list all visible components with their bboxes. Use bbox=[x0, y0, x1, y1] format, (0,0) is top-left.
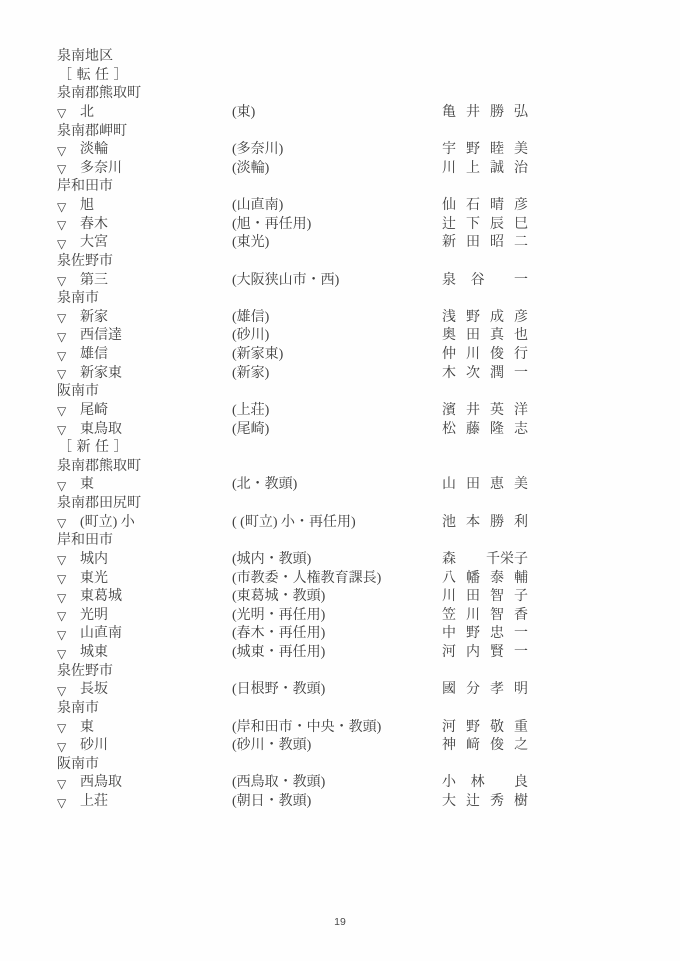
previous-post: (春木・再任用) bbox=[232, 626, 326, 642]
person-name-part: 森 bbox=[442, 551, 456, 567]
entry-marker-triangle-icon: ▽ bbox=[57, 311, 67, 326]
previous-post: (城東・再任用) bbox=[232, 645, 326, 660]
municipality-header-label: 泉南郡熊取町 bbox=[57, 458, 141, 474]
person-name-part: 川 bbox=[442, 589, 456, 605]
entry-marker-triangle-icon: ▽ bbox=[57, 348, 67, 363]
municipality-header-label: 泉南市 bbox=[57, 291, 99, 307]
transfer-entry-row bbox=[57, 644, 632, 663]
person-name-part: 洋 bbox=[514, 402, 528, 418]
person-name bbox=[442, 160, 528, 179]
transfer-entry-row bbox=[57, 216, 632, 235]
municipality-header-label: 阪南市 bbox=[57, 756, 99, 772]
entry-marker-triangle-icon: ▽ bbox=[57, 162, 67, 177]
person-name bbox=[442, 402, 528, 421]
person-name-part: 浅 bbox=[442, 309, 456, 325]
person-name-part: 田 bbox=[466, 328, 480, 344]
person-name-part: 泰 bbox=[490, 570, 504, 586]
entry-marker-triangle-icon: ▽ bbox=[57, 683, 67, 698]
previous-post: (旭・再任用) bbox=[232, 216, 312, 232]
school-name: 新家 bbox=[80, 309, 108, 325]
transfer-entry-row bbox=[57, 197, 632, 216]
municipality-header-label: 泉南郡熊取町 bbox=[57, 86, 141, 102]
previous-post: (光明・再任用) bbox=[232, 607, 326, 623]
school-name: 淡輪 bbox=[80, 142, 108, 158]
entry-marker-triangle-icon: ▽ bbox=[57, 367, 67, 382]
municipality-header bbox=[57, 458, 632, 477]
person-name bbox=[442, 570, 528, 589]
municipality-header bbox=[57, 290, 632, 309]
person-name-part: 辰 bbox=[490, 216, 504, 232]
transfer-entry-row bbox=[57, 160, 632, 179]
transfer-entry-row bbox=[57, 625, 632, 644]
person-name-part: 重 bbox=[514, 719, 528, 735]
person-name-part: 忠 bbox=[490, 626, 504, 642]
person-name-part: 美 bbox=[514, 477, 528, 493]
person-name bbox=[442, 588, 528, 607]
person-name bbox=[442, 365, 528, 384]
person-name-part: 野 bbox=[466, 626, 480, 642]
school-name: 城東 bbox=[80, 645, 108, 660]
person-name-part: 智 bbox=[490, 607, 504, 623]
appointment-type-heading bbox=[57, 439, 632, 458]
person-name-part: 泉 bbox=[442, 272, 456, 288]
transfer-entry-row bbox=[57, 737, 632, 756]
entry-marker-triangle-icon: ▽ bbox=[57, 199, 67, 214]
person-name-part: 香 bbox=[514, 607, 528, 623]
entry-marker-triangle-icon: ▽ bbox=[57, 404, 67, 419]
municipality-header bbox=[57, 532, 632, 551]
appointment-type-heading-label: ［ 新 任 ］ bbox=[58, 440, 128, 456]
entry-marker-triangle-icon: ▽ bbox=[57, 739, 67, 754]
page-number: 19 bbox=[334, 916, 346, 928]
transfer-entry-row bbox=[57, 570, 632, 589]
municipality-header bbox=[57, 700, 632, 719]
person-name-part: 勝 bbox=[490, 514, 504, 530]
previous-post: (大阪狭山市・西) bbox=[232, 272, 340, 288]
person-name-part: 治 bbox=[514, 160, 528, 176]
previous-post: ( (町立) 小・再任用) bbox=[232, 514, 356, 530]
person-name bbox=[442, 197, 528, 216]
school-name: 雄信 bbox=[80, 347, 108, 362]
person-name-part: 藤 bbox=[466, 421, 480, 437]
school-name: 山直南 bbox=[80, 626, 122, 642]
person-name-part: 也 bbox=[514, 328, 528, 344]
person-name-part: 池 bbox=[442, 514, 456, 530]
person-name-part: 﨑 bbox=[466, 738, 480, 754]
person-name bbox=[442, 681, 528, 700]
previous-post: (雄信) bbox=[232, 309, 270, 325]
person-name-part: 田 bbox=[466, 477, 480, 493]
entry-marker-triangle-icon: ▽ bbox=[57, 646, 67, 661]
person-name-part: 一 bbox=[513, 272, 528, 288]
person-name-part: 樹 bbox=[514, 794, 528, 809]
person-name-part: 野 bbox=[466, 719, 480, 735]
person-name-part: 次 bbox=[466, 365, 480, 381]
municipality-header-label: 岸和田市 bbox=[57, 533, 113, 549]
person-name-part: 行 bbox=[514, 347, 528, 362]
person-name bbox=[442, 141, 528, 160]
person-name bbox=[442, 514, 528, 533]
school-name: 長坂 bbox=[80, 682, 108, 698]
previous-post: (東) bbox=[232, 104, 256, 120]
previous-post: (砂川) bbox=[232, 328, 270, 344]
previous-post: (北・教頭) bbox=[232, 477, 298, 493]
person-name-part: 昭 bbox=[490, 235, 504, 251]
person-name bbox=[442, 607, 528, 626]
entry-marker-triangle-icon: ▽ bbox=[57, 218, 67, 233]
entry-marker-triangle-icon: ▽ bbox=[57, 274, 67, 288]
person-name-part: 巳 bbox=[514, 216, 528, 232]
person-name-part: 河 bbox=[442, 645, 456, 660]
person-name-part: 松 bbox=[442, 421, 456, 437]
person-name-part: 彦 bbox=[514, 198, 528, 213]
person-name-part: 成 bbox=[490, 309, 504, 325]
personnel-transfer-list bbox=[57, 48, 632, 812]
previous-post: (岸和田市・中央・教頭) bbox=[232, 719, 382, 735]
municipality-header bbox=[57, 383, 632, 402]
municipality-header-label: 泉南郡田尻町 bbox=[57, 496, 141, 511]
entry-marker-triangle-icon: ▽ bbox=[57, 329, 67, 344]
person-name bbox=[442, 346, 528, 365]
person-name bbox=[442, 272, 528, 291]
municipality-header bbox=[57, 123, 632, 142]
person-name-part: 野 bbox=[466, 309, 480, 325]
municipality-header bbox=[57, 85, 632, 104]
person-name-part: 勝 bbox=[490, 104, 504, 120]
previous-post: (東光) bbox=[232, 235, 270, 251]
previous-post: (朝日・教頭) bbox=[232, 794, 312, 809]
entry-marker-triangle-icon: ▽ bbox=[57, 106, 67, 121]
person-name bbox=[442, 327, 528, 346]
person-name-part: 谷 bbox=[470, 272, 485, 288]
previous-post: (西鳥取・教頭) bbox=[232, 775, 326, 791]
person-name-part: 真 bbox=[490, 328, 504, 344]
person-name-part: 國 bbox=[442, 682, 456, 698]
person-name-part: 神 bbox=[442, 738, 456, 754]
person-name-part: 亀 bbox=[442, 104, 456, 120]
person-name-part: 志 bbox=[514, 421, 528, 437]
person-name-part: 子 bbox=[514, 589, 528, 605]
person-name-part: 利 bbox=[514, 514, 528, 530]
person-name-part: 林 bbox=[470, 775, 485, 791]
school-name: 西信達 bbox=[80, 328, 122, 344]
person-name-part: 笠 bbox=[442, 607, 456, 623]
previous-post: (淡輪) bbox=[232, 160, 270, 176]
person-name-part: 千栄子 bbox=[486, 551, 528, 567]
person-name-part: 井 bbox=[466, 402, 480, 418]
person-name-part: 孝 bbox=[490, 682, 504, 698]
school-name: 西鳥取 bbox=[80, 775, 122, 791]
entry-marker-triangle-icon: ▽ bbox=[57, 143, 67, 158]
person-name-part: 潤 bbox=[490, 365, 504, 381]
transfer-entry-row bbox=[57, 402, 632, 421]
person-name-part: 一 bbox=[514, 626, 528, 642]
entry-marker-triangle-icon: ▽ bbox=[57, 236, 67, 251]
person-name-part: 辻 bbox=[442, 216, 456, 232]
appointment-type-heading-label: ［ 転 任 ］ bbox=[58, 67, 128, 83]
school-name: (町立) 小 bbox=[80, 514, 135, 530]
person-name-part: 内 bbox=[466, 645, 480, 660]
previous-post: (市教委・人権教育課長) bbox=[232, 570, 382, 586]
school-name: 旭 bbox=[80, 198, 94, 213]
person-name-part: 隆 bbox=[490, 421, 504, 437]
person-name bbox=[442, 719, 528, 738]
transfer-entry-row bbox=[57, 309, 632, 328]
transfer-entry-row bbox=[57, 365, 632, 384]
person-name-part: 智 bbox=[490, 589, 504, 605]
entry-marker-triangle-icon: ▽ bbox=[57, 795, 67, 810]
person-name bbox=[442, 644, 528, 663]
entry-marker-triangle-icon: ▽ bbox=[57, 627, 67, 642]
person-name-part: 仙 bbox=[442, 198, 456, 213]
person-name bbox=[442, 421, 528, 440]
previous-post: (砂川・教頭) bbox=[232, 738, 312, 754]
municipality-header-label: 阪南市 bbox=[57, 384, 99, 400]
transfer-entry-row bbox=[57, 476, 632, 495]
person-name-part: 川 bbox=[442, 160, 456, 176]
person-name-part: 英 bbox=[490, 402, 504, 418]
transfer-entry-row bbox=[57, 551, 632, 570]
person-name-part: 幡 bbox=[466, 570, 480, 586]
transfer-entry-row bbox=[57, 681, 632, 700]
municipality-header-label: 泉南市 bbox=[57, 700, 99, 716]
transfer-entry-row bbox=[57, 234, 632, 253]
person-name-part: 野 bbox=[466, 142, 480, 158]
person-name-part: 八 bbox=[442, 570, 456, 586]
person-name bbox=[442, 625, 528, 644]
person-name-part: 誠 bbox=[490, 160, 504, 176]
municipality-header bbox=[57, 756, 632, 775]
person-name bbox=[442, 309, 528, 328]
municipality-header bbox=[57, 495, 632, 514]
entry-marker-triangle-icon: ▽ bbox=[57, 423, 67, 437]
school-name: 東 bbox=[80, 477, 94, 493]
person-name-part: 敬 bbox=[490, 719, 504, 735]
person-name-part: 之 bbox=[514, 738, 528, 754]
person-name-part: 上 bbox=[466, 160, 480, 176]
previous-post: (上荘) bbox=[232, 402, 270, 418]
transfer-entry-row bbox=[57, 719, 632, 738]
school-name: 東葛城 bbox=[80, 589, 122, 605]
person-name bbox=[442, 104, 528, 123]
school-name: 多奈川 bbox=[80, 160, 122, 176]
person-name-part: 川 bbox=[466, 607, 480, 623]
person-name-part: 田 bbox=[466, 235, 480, 251]
person-name-part: 一 bbox=[514, 645, 528, 660]
transfer-entry-row bbox=[57, 588, 632, 607]
person-name-part: 分 bbox=[466, 682, 480, 698]
person-name-part: 辻 bbox=[466, 794, 480, 809]
entry-marker-triangle-icon: ▽ bbox=[57, 776, 67, 791]
person-name-part: 川 bbox=[466, 347, 480, 362]
previous-post: (山直南) bbox=[232, 198, 284, 213]
district-header bbox=[57, 48, 632, 67]
entry-marker-triangle-icon: ▽ bbox=[57, 478, 67, 493]
person-name-part: 中 bbox=[442, 626, 456, 642]
previous-post: (新家東) bbox=[232, 347, 284, 362]
school-name: 東光 bbox=[80, 570, 108, 586]
person-name-part: 晴 bbox=[490, 198, 504, 213]
school-name: 城内 bbox=[80, 551, 108, 567]
school-name: 春木 bbox=[80, 216, 108, 232]
previous-post: (東葛城・教頭) bbox=[232, 589, 326, 605]
person-name bbox=[442, 234, 528, 253]
person-name-part: 睦 bbox=[490, 142, 504, 158]
person-name-part: 恵 bbox=[490, 477, 504, 493]
previous-post: (日根野・教頭) bbox=[232, 682, 326, 698]
transfer-entry-row bbox=[57, 514, 632, 533]
entry-marker-triangle-icon: ▽ bbox=[57, 590, 67, 605]
transfer-entry-row bbox=[57, 346, 632, 365]
person-name-part: 下 bbox=[466, 216, 480, 232]
school-name: 光明 bbox=[80, 607, 108, 623]
person-name-part: 石 bbox=[466, 198, 480, 213]
transfer-entry-row bbox=[57, 104, 632, 123]
previous-post: (新家) bbox=[232, 365, 270, 381]
entry-marker-triangle-icon: ▽ bbox=[57, 572, 67, 586]
person-name-part: 二 bbox=[514, 235, 528, 251]
person-name-part: 俊 bbox=[490, 738, 504, 754]
person-name-part: 田 bbox=[466, 589, 480, 605]
person-name-part: 仲 bbox=[442, 347, 456, 362]
person-name bbox=[442, 737, 528, 756]
municipality-header bbox=[57, 178, 632, 197]
person-name-part: 弘 bbox=[514, 104, 528, 120]
municipality-header-label: 泉佐野市 bbox=[57, 663, 113, 679]
school-name: 第三 bbox=[80, 272, 108, 288]
transfer-entry-row bbox=[57, 774, 632, 793]
person-name-part: 本 bbox=[466, 514, 480, 530]
transfer-entry-row bbox=[57, 327, 632, 346]
person-name-part: 木 bbox=[442, 365, 456, 381]
school-name: 北 bbox=[80, 104, 94, 120]
transfer-entry-row bbox=[57, 421, 632, 440]
municipality-header-label: 泉佐野市 bbox=[57, 253, 113, 269]
transfer-entry-row bbox=[57, 141, 632, 160]
person-name-part: 河 bbox=[442, 719, 456, 735]
transfer-entry-row bbox=[57, 607, 632, 626]
district-header-label: 泉南地区 bbox=[57, 49, 113, 64]
school-name: 東 bbox=[80, 719, 94, 735]
transfer-entry-row bbox=[57, 272, 632, 291]
school-name: 上荘 bbox=[80, 794, 108, 809]
person-name bbox=[442, 216, 528, 235]
person-name-part: 俊 bbox=[490, 347, 504, 362]
entry-marker-triangle-icon: ▽ bbox=[57, 553, 67, 568]
school-name: 砂川 bbox=[80, 738, 108, 754]
person-name-part: 一 bbox=[514, 365, 528, 381]
person-name-part: 秀 bbox=[490, 794, 504, 809]
school-name: 新家東 bbox=[80, 365, 122, 381]
person-name-part: 美 bbox=[514, 142, 528, 158]
previous-post: (多奈川) bbox=[232, 142, 284, 158]
municipality-header-label: 岸和田市 bbox=[57, 179, 113, 195]
person-name-part: 小 bbox=[442, 775, 456, 791]
person-name-part: 濱 bbox=[442, 402, 456, 418]
municipality-header bbox=[57, 253, 632, 272]
school-name: 大宮 bbox=[80, 235, 108, 251]
entry-marker-triangle-icon: ▽ bbox=[57, 609, 67, 624]
person-name-part: 新 bbox=[442, 235, 456, 251]
person-name bbox=[442, 774, 528, 793]
school-name: 東鳥取 bbox=[80, 421, 122, 437]
entry-marker-triangle-icon: ▽ bbox=[57, 721, 67, 735]
previous-post: (城内・教頭) bbox=[232, 551, 312, 567]
person-name-part: 彦 bbox=[514, 309, 528, 325]
person-name-part: 良 bbox=[513, 775, 528, 791]
person-name-part: 山 bbox=[442, 477, 456, 493]
municipality-header bbox=[57, 663, 632, 682]
person-name-part: 輔 bbox=[514, 570, 528, 586]
person-name-part: 賢 bbox=[490, 645, 504, 660]
transfer-entry-row bbox=[57, 793, 632, 812]
school-name: 尾崎 bbox=[80, 402, 108, 418]
person-name-part: 奥 bbox=[442, 328, 456, 344]
person-name bbox=[442, 476, 528, 495]
person-name-part: 宇 bbox=[442, 142, 456, 158]
person-name-part: 井 bbox=[466, 104, 480, 120]
person-name bbox=[442, 551, 528, 570]
person-name-part: 大 bbox=[442, 794, 456, 809]
previous-post: (尾崎) bbox=[232, 421, 270, 437]
entry-marker-triangle-icon: ▽ bbox=[57, 516, 67, 531]
person-name bbox=[442, 793, 528, 812]
municipality-header-label: 泉南郡岬町 bbox=[57, 123, 127, 139]
person-name-part: 明 bbox=[514, 682, 528, 698]
appointment-type-heading bbox=[57, 67, 632, 86]
